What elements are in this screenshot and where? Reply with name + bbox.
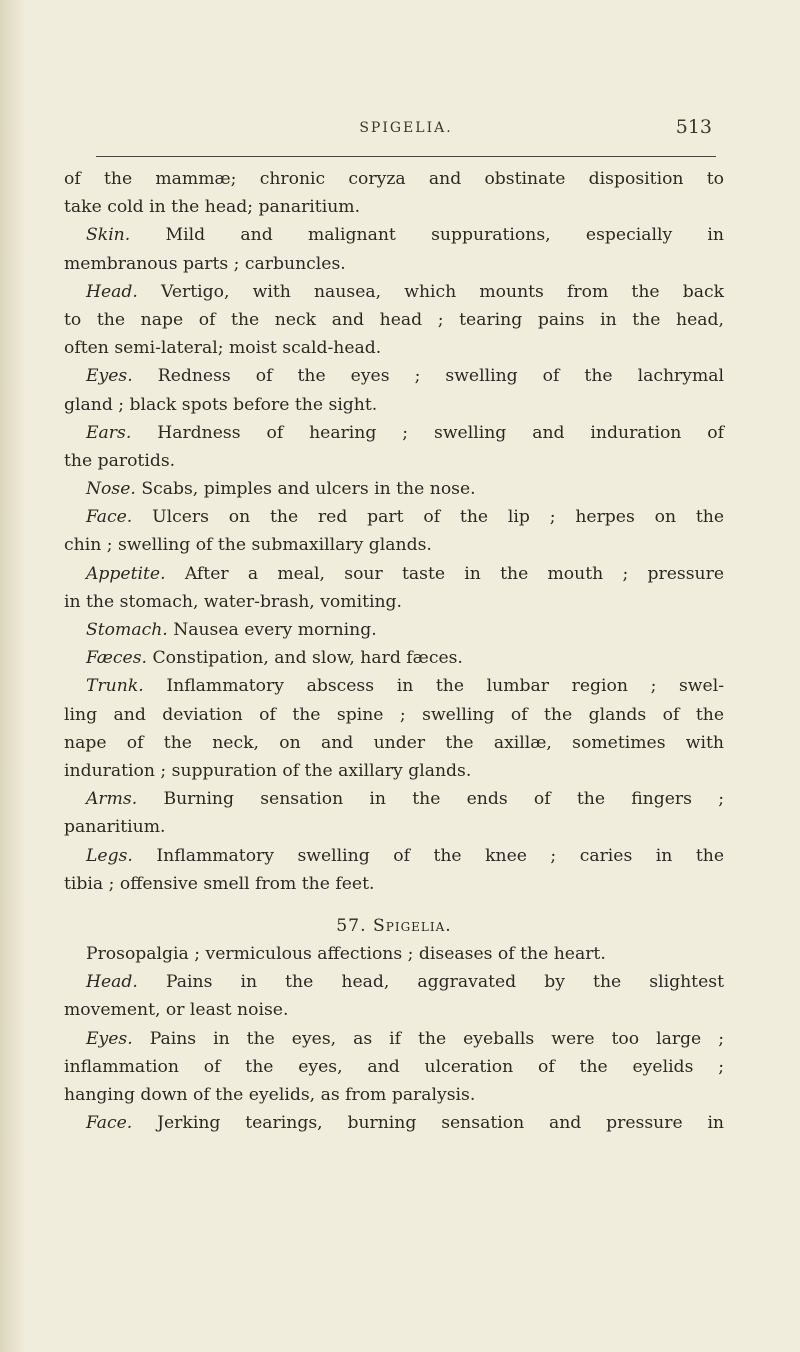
entry-stomach — [64, 616, 724, 644]
entry-face — [64, 503, 724, 531]
text-line: to the nape of the neck and head ; tearing pains in the head, — [64, 309, 724, 330]
entry-label: Fæces. — [86, 648, 147, 669]
entry-label: Face. — [86, 1113, 133, 1134]
text-line: the parotids. — [64, 450, 176, 471]
text-line: of the mammæ; chronic coryza and obstinate disposition to — [64, 169, 724, 189]
entry-spigelia-intro: Prosopalgia ; vermiculous affections ; diseases of the heart. — [86, 944, 606, 965]
entry-spigelia-face — [64, 1109, 724, 1137]
entry-spigelia-eyes — [64, 1025, 724, 1053]
entry-label: Eyes. — [86, 366, 133, 387]
entry-text: Redness of the eyes ; swelling of the lachrymal — [157, 366, 724, 387]
entry-label: Stomach. — [86, 620, 168, 640]
entry-skin — [64, 221, 724, 249]
entry-label: Skin. — [86, 225, 131, 246]
entry-label: Arms. — [86, 789, 138, 810]
entry-label: Nose. — [86, 479, 136, 500]
text-line: hanging down of the eyelids, as from paralysis. — [64, 1085, 476, 1105]
text-line: induration ; suppuration of the axillary glands. — [64, 760, 472, 781]
entry-text: Nausea every morning. — [173, 620, 377, 640]
entry-text: Pains in the head, aggravated by the slightest — [165, 972, 724, 993]
entry-label: Legs. — [86, 845, 133, 866]
entry-label: Face. — [86, 507, 133, 528]
text-line: tibia ; offensive smell from the feet. — [64, 873, 375, 894]
entry-ears — [64, 419, 724, 447]
entry-label: Trunk. — [86, 676, 144, 697]
text-line: panaritium. — [64, 817, 166, 838]
text-line: inflammation of the eyes, and ulceration of the eyelids ; — [64, 1056, 724, 1077]
entry-faeces — [64, 644, 724, 672]
entry-spigelia-head — [64, 968, 724, 996]
section-gap — [64, 898, 724, 912]
entry-text: After a meal, sour taste in the mouth ; pressure — [184, 563, 724, 584]
entry-text: Jerking tearings, burning sensation and pressure in — [157, 1113, 725, 1134]
entry-eyes — [64, 362, 724, 390]
page-edge-shadow — [0, 0, 26, 1352]
entry-label: Head. — [86, 281, 138, 302]
text-line: take cold in the head; panaritium. — [64, 197, 361, 218]
entry-label: Eyes. — [86, 1028, 133, 1049]
page-header — [96, 118, 716, 144]
header-rule — [96, 156, 716, 157]
entry-head — [64, 278, 724, 306]
entry-label: Head. — [86, 972, 138, 993]
entry-label: Appetite. — [86, 563, 166, 584]
text-line: movement, or least noise. — [64, 1000, 289, 1021]
entry-appetite — [64, 560, 724, 588]
entry-text: Scabs, pimples and ulcers in the nose. — [141, 479, 476, 500]
text-line: membranous parts ; carbuncles. — [64, 253, 346, 274]
entry-text: Constipation, and slow, hard fæces. — [152, 648, 463, 669]
text-line: nape of the neck, on and under the axillæ, sometimes with — [64, 732, 724, 753]
text-line: often semi-lateral; moist scald-head. — [64, 338, 382, 359]
entry-trunk — [64, 672, 724, 700]
text-line: ling and deviation of the spine ; swelling of the glands of the — [64, 704, 724, 725]
entry-text: Inflammatory abscess in the lumbar region ; swel- — [166, 676, 724, 697]
page-number: 513 — [675, 116, 712, 138]
entry-text: Inflammatory swelling of the knee ; caries in the — [156, 845, 724, 866]
running-title: SPIGELIA. — [359, 120, 453, 136]
entry-nose — [64, 475, 724, 503]
text-line: chin ; swelling of the submaxillary glands. — [64, 535, 432, 556]
entry-text: Ulcers on the red part of the lip ; herpes on the — [152, 507, 724, 528]
page-body — [64, 165, 724, 1137]
entry-text: Vertigo, with nausea, which mounts from the back — [161, 281, 725, 302]
entry-text: Hardness of hearing ; swelling and induration of — [157, 422, 724, 443]
entry-legs — [64, 842, 724, 870]
entry-label: Ears. — [86, 422, 132, 443]
section-heading: 57. Spigelia. — [336, 915, 452, 936]
text-line: in the stomach, water-brash, vomiting. — [64, 591, 403, 612]
entry-arms — [64, 785, 724, 813]
entry-text: Burning sensation in the ends of the fingers ; — [163, 789, 724, 810]
entry-text: Pains in the eyes, as if the eyeballs were too large ; — [149, 1028, 724, 1049]
text-line: gland ; black spots before the sight. — [64, 394, 378, 415]
entry-text: Mild and malignant suppurations, especially in — [165, 225, 724, 246]
